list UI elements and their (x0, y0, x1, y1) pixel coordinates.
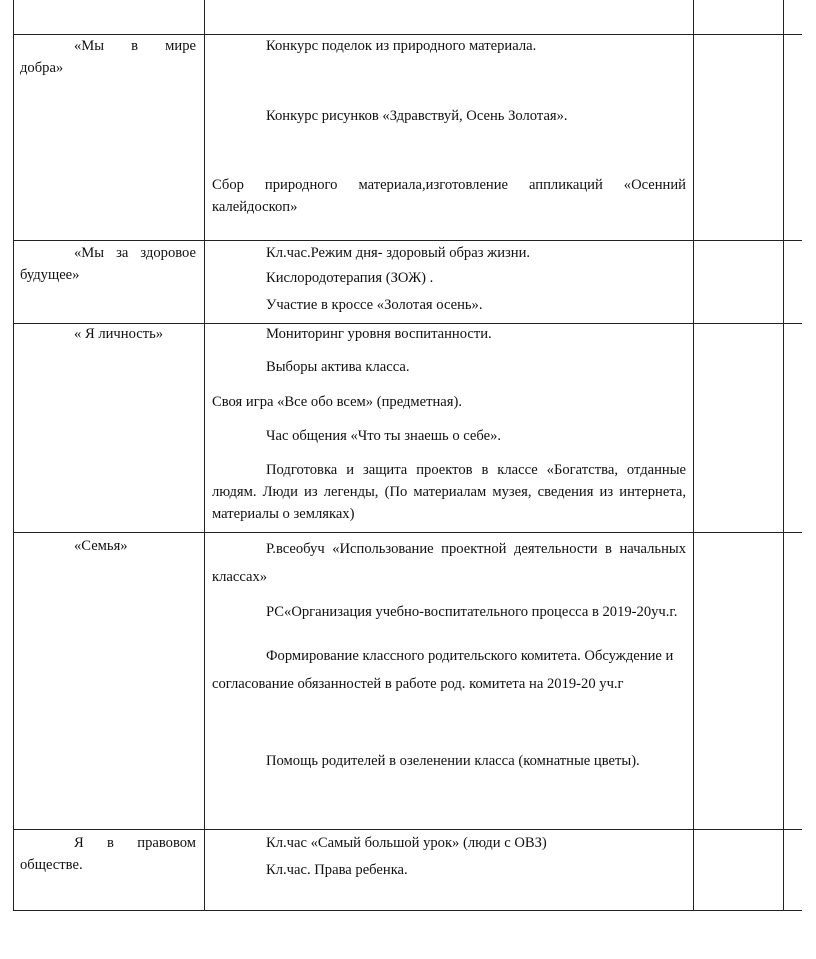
theme-text: обществе. (20, 857, 83, 873)
activity-text: РС«Организация учебно-воспитательного процесса в 2019-20уч.г. (266, 604, 678, 620)
activity-text: Выборы актива класса. (266, 359, 410, 375)
table-cell-theme (20, 323, 196, 345)
table-cell-theme (20, 242, 196, 286)
table-column-divider-3 (783, 0, 784, 911)
theme-text: « Я личность» (74, 326, 164, 342)
activity-text: Подготовка и защита проектов в классе «Богатства, отданные людям. Люди из легенды, (По материалам музея, сведения из интернета, материалы о земляках) (212, 462, 686, 522)
activity-text: Помощь родителей в озеленении класса (комнатные цветы). (266, 753, 640, 769)
activity-text: Своя игра «Все обо всем» (предметная). (212, 394, 462, 410)
activity-text: Кл.час. Права ребенка. (266, 862, 408, 878)
table-border-bottom (13, 910, 802, 911)
activity-text: Кл.час «Самый большой урок» (люди с ОВЗ) (266, 835, 547, 851)
activity-text: Конкурс поделок из природного материала. (266, 38, 537, 54)
table-column-divider-2 (693, 0, 694, 911)
theme-text: «Мы за здоровое (74, 245, 196, 261)
activity-text: Участие в кроссе «Золотая осень». (266, 297, 483, 313)
theme-text: добра» (20, 60, 64, 76)
activity-text: Мониторинг уровня воспитанности. (266, 326, 492, 342)
activity-text: Р.всеобуч «Использование проектной деятельности в начальных классах» (212, 541, 686, 585)
activity-text: Кислородотерапия (ЗОЖ) . (266, 270, 434, 286)
theme-text: «Мы в мире (74, 38, 196, 54)
theme-text: будущее» (20, 267, 80, 283)
table-cell-theme (20, 832, 196, 876)
table-row-divider (13, 829, 802, 830)
table-cell-theme (20, 535, 196, 557)
table-column-divider-1 (204, 0, 205, 911)
table-row-divider (13, 240, 802, 241)
table-row-divider (13, 532, 802, 533)
activity-text: Час общения «Что ты знаешь о себе». (266, 428, 502, 444)
activity-text: Конкурс рисунков «Здравствуй, Осень Золотая». (266, 108, 568, 124)
table-border-left (13, 0, 14, 911)
table-cell-theme (20, 35, 196, 79)
activity-text: Формирование классного родительского комитета. Обсуждение и согласование обязанностей в работе род. комитета на 2019-20 уч.г (212, 648, 674, 692)
activity-text: Кл.час.Режим дня- здоровый образ жизни. (266, 245, 531, 261)
theme-text: «Семья» (74, 538, 128, 554)
activity-text: Сбор природного материала,изготовление аппликаций «Осенний калейдоскоп» (212, 177, 686, 215)
theme-text: Я в правовом (74, 835, 196, 851)
